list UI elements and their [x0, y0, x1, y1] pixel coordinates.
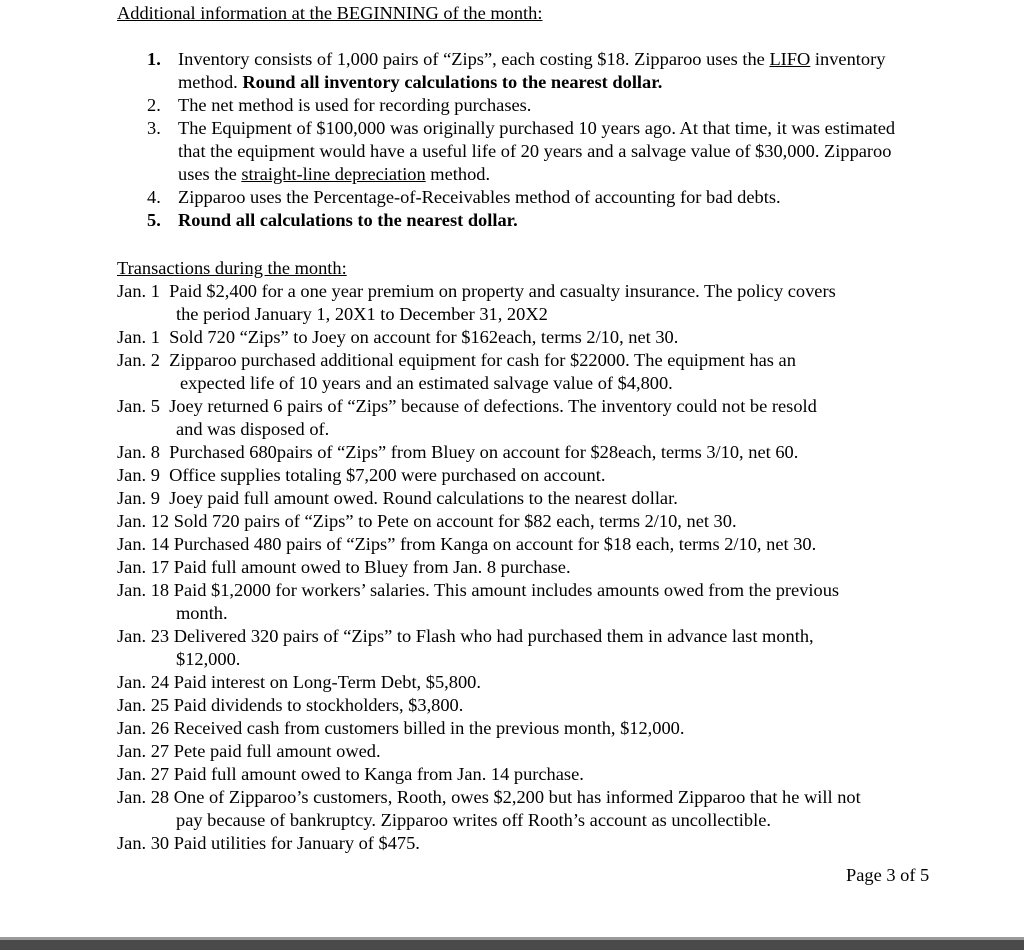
transaction-row: [117, 763, 947, 786]
transaction-text: Sold 720 “Zips” to Joey on account for $162each, terms 2/10, net 30.: [169, 327, 679, 347]
transaction-text: Pete paid full amount owed.: [173, 741, 381, 761]
transaction-row: [117, 579, 947, 625]
transaction-row: [117, 740, 947, 763]
transaction-row: [117, 326, 947, 349]
transaction-row: [117, 556, 947, 579]
transaction-row: [117, 533, 947, 556]
info-item-2: [147, 94, 907, 117]
section-header-transactions: Transactions during the month:: [117, 258, 347, 278]
info-item-bold-text: Round all calculations to the nearest dollar.: [178, 210, 518, 230]
transaction-date: Jan. 5: [117, 396, 160, 416]
viewer-bottom-bar: [0, 940, 1024, 950]
transaction-row: [117, 832, 947, 855]
section-header-additional-info: Additional information at the BEGINNING of the month:: [117, 3, 543, 23]
transaction-text: Office supplies totaling $7,200 were purchased on account.: [169, 465, 606, 485]
transaction-row: [117, 349, 947, 395]
transaction-text: Joey returned 6 pairs of “Zips” because of defections. The inventory could not be resold: [169, 396, 817, 416]
info-item-1: [147, 48, 907, 94]
transaction-date: Jan. 1: [117, 281, 160, 301]
transaction-text: Sold 720 pairs of “Zips” to Pete on account for $82 each, terms 2/10, net 30.: [173, 511, 737, 531]
transaction-date: Jan. 27: [117, 764, 170, 784]
info-list: [147, 48, 907, 232]
transaction-text: Paid utilities for January of $475.: [173, 833, 420, 853]
page-number: Page 3 of 5: [846, 865, 930, 885]
transaction-date: Jan. 28: [117, 787, 170, 807]
transaction-text: Paid full amount owed to Kanga from Jan. 14 purchase.: [173, 764, 584, 784]
transaction-row: [117, 487, 947, 510]
transaction-continuation: and was disposed of.: [176, 419, 330, 439]
transaction-row: [117, 441, 947, 464]
transaction-text: Paid $1,2000 for workers’ salaries. This amount includes amounts owed from the previous: [173, 580, 840, 600]
transaction-row: [117, 671, 947, 694]
info-item-text: Zipparoo uses the Percentage-of-Receivables method of accounting for bad debts.: [178, 187, 781, 207]
transaction-text: Joey paid full amount owed. Round calculations to the nearest dollar.: [169, 488, 678, 508]
transaction-date: Jan. 18: [117, 580, 170, 600]
transaction-date: Jan. 30: [117, 833, 170, 853]
transaction-text: Paid full amount owed to Bluey from Jan. 8 purchase.: [173, 557, 571, 577]
transaction-row: [117, 395, 947, 441]
info-item-number: 4.: [147, 187, 161, 207]
info-item-bold-text: Round all inventory calculations to the nearest dollar.: [242, 72, 663, 92]
transaction-text: Delivered 320 pairs of “Zips” to Flash who had purchased them in advance last month,: [173, 626, 814, 646]
info-item-text: The Equipment of $100,000 was originally purchased 10 years ago. At that time, it was estimated that the equipment would have a useful life of 20 years and a salvage value of $30,000. Zipparoo uses the: [178, 118, 896, 184]
transaction-text: Purchased 680pairs of “Zips” from Bluey on account for $28each, terms 3/10, net 60.: [169, 442, 799, 462]
transaction-date: Jan. 2: [117, 350, 160, 370]
transaction-row: [117, 510, 947, 533]
transaction-date: Jan. 17: [117, 557, 170, 577]
transaction-date: Jan. 25: [117, 695, 170, 715]
transactions-list: [117, 280, 947, 855]
straight-line-link: straight-line depreciation: [241, 164, 426, 184]
info-item-text: inventory method.: [178, 49, 886, 92]
transaction-row: [117, 786, 947, 832]
transaction-continuation: month.: [176, 603, 228, 623]
info-item-3: [147, 117, 907, 186]
transaction-date: Jan. 27: [117, 741, 170, 761]
info-item-number: 2.: [147, 95, 161, 115]
info-item-text: Inventory consists of 1,000 pairs of “Zips”, each costing $18. Zipparoo uses the: [178, 49, 770, 69]
transaction-row: [117, 464, 947, 487]
info-item-text: method.: [425, 164, 491, 184]
transaction-text: Paid interest on Long-Term Debt, $5,800.: [173, 672, 481, 692]
info-item-4: [147, 186, 907, 209]
transaction-continuation: $12,000.: [176, 649, 241, 669]
transaction-row: [117, 717, 947, 740]
transaction-date: Jan. 9: [117, 465, 160, 485]
transaction-row: [117, 694, 947, 717]
transaction-date: Jan. 9: [117, 488, 160, 508]
info-item-number: 3.: [147, 118, 161, 138]
transaction-date: Jan. 24: [117, 672, 170, 692]
transaction-continuation: pay because of bankruptcy. Zipparoo writes off Rooth’s account as uncollectible.: [176, 810, 771, 830]
transaction-date: Jan. 12: [117, 511, 170, 531]
transaction-text: Purchased 480 pairs of “Zips” from Kanga on account for $18 each, terms 2/10, net 30.: [173, 534, 817, 554]
info-item-5: [147, 209, 907, 232]
transaction-continuation: expected life of 10 years and an estimated salvage value of $4,800.: [180, 373, 673, 393]
transaction-text: Received cash from customers billed in the previous month, $12,000.: [173, 718, 685, 738]
transaction-date: Jan. 8: [117, 442, 160, 462]
transaction-date: Jan. 1: [117, 327, 160, 347]
transaction-text: Paid $2,400 for a one year premium on property and casualty insurance. The policy covers: [169, 281, 836, 301]
transaction-text: Paid dividends to stockholders, $3,800.: [173, 695, 464, 715]
info-item-text: The net method is used for recording purchases.: [178, 95, 532, 115]
info-item-number: 5.: [147, 210, 161, 230]
transaction-continuation: the period January 1, 20X1 to December 31, 20X2: [176, 304, 548, 324]
transaction-text: Zipparoo purchased additional equipment for cash for $22000. The equipment has an: [169, 350, 796, 370]
info-item-number: 1.: [147, 49, 161, 69]
transaction-text: One of Zipparoo’s customers, Rooth, owes $2,200 but has informed Zipparoo that he will not: [173, 787, 861, 807]
transaction-date: Jan. 26: [117, 718, 170, 738]
lifo-link: LIFO: [769, 49, 811, 69]
transaction-date: Jan. 23: [117, 626, 170, 646]
transaction-row: [117, 280, 947, 326]
transaction-date: Jan. 14: [117, 534, 170, 554]
transaction-row: [117, 625, 947, 671]
